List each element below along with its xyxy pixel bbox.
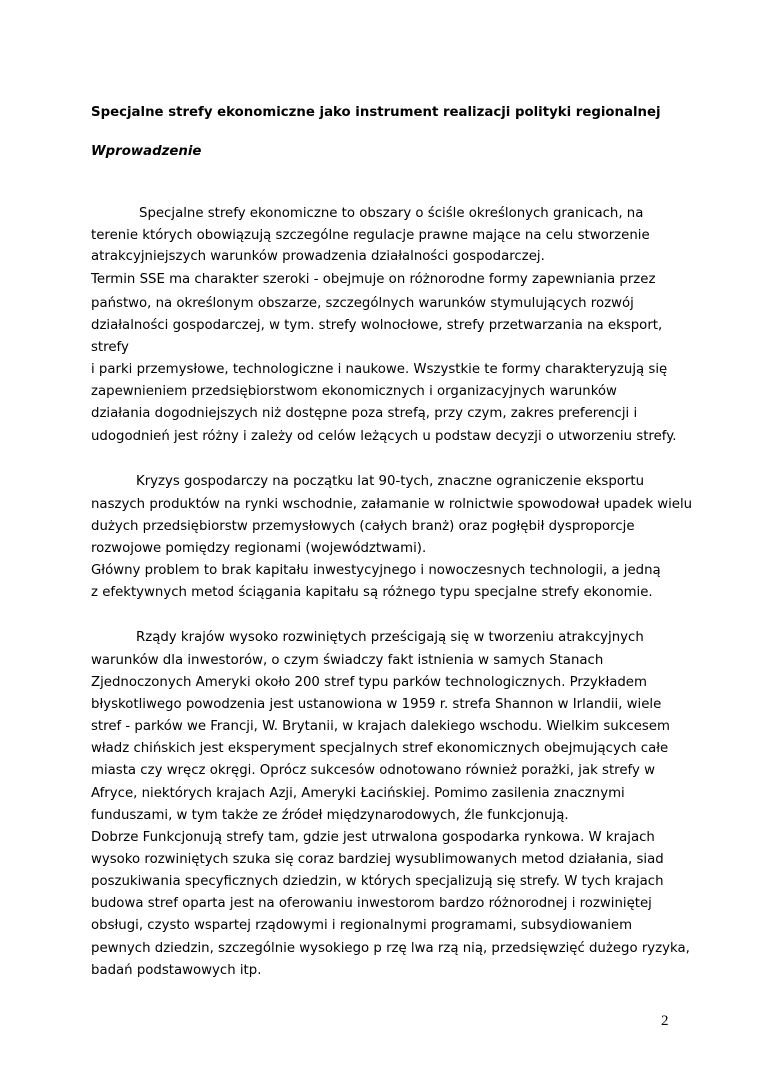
section-heading: Wprowadzenie [91, 144, 202, 159]
paragraph-line: terenie których obowiązują szczególne regulacje prawne mające na celu stworzenie [91, 228, 650, 243]
paragraph-line: Dobrze Funkcjonują strefy tam, gdzie jest utrwalona gospodarka rynkowa. W krajach [91, 830, 655, 845]
paragraph-line: badań podstawowych itp. [91, 963, 262, 978]
paragraph-line: stref - parków we Francji, W. Brytanii, w krajach dalekiego wschodu. Wielkim sukcesem [91, 719, 670, 734]
document-title: Specjalne strefy ekonomiczne jako instrument realizacji polityki regionalnej [91, 105, 661, 120]
paragraph-line: Rządy krajów wysoko rozwiniętych prześcigają się w tworzeniu atrakcyjnych [136, 630, 644, 645]
paragraph-line: Termin SSE ma charakter szeroki - obejmuje on różnorodne formy zapewniania przez [91, 272, 656, 287]
paragraph-line: błyskotliwego powodzenia jest ustanowiona w 1959 r. strefa Shannon w Irlandii, wiele [91, 697, 662, 712]
paragraph-line: poszukiwania specyficznych dziedzin, w których specjalizują się strefy. W tych krajach [91, 874, 664, 889]
paragraph-line: dużych przedsiębiorstw przemysłowych (całych branż) oraz pogłębił dysproporcje [91, 519, 635, 534]
page-number: 2 [661, 1013, 669, 1029]
paragraph-line: atrakcyjniejszych warunków prowadzenia działalności gospodarczej. [91, 249, 545, 264]
paragraph-line: władz chińskich jest eksperyment specjalnych stref ekonomicznych obejmujących całe [91, 741, 669, 756]
paragraph-line: zapewnieniem przedsiębiorstwom ekonomicznych i organizacyjnych warunków [91, 384, 617, 399]
paragraph-line: Zjednoczonych Ameryki około 200 stref typu parków technologicznych. Przykładem [91, 675, 647, 690]
paragraph-line: funduszami, w tym także ze źródeł międzynarodowych, źle funkcjonują. [91, 808, 569, 823]
paragraph-line: budowa stref oparta jest na oferowaniu inwestorom bardzo różnorodnej i rozwiniętej [91, 896, 652, 911]
paragraph-line: z efektywnych metod ściągania kapitału są różnego typu specjalne strefy ekonomie. [91, 585, 653, 600]
paragraph-line: i parki przemysłowe, technologiczne i naukowe. Wszystkie te formy charakteryzują się [91, 362, 668, 377]
paragraph-line: warunków dla inwestorów, o czym świadczy fakt istnienia w samych Stanach [91, 653, 604, 668]
paragraph-line: rozwojowe pomiędzy regionami (województwami). [91, 541, 427, 556]
paragraph-line: Specjalne strefy ekonomiczne to obszary o ściśle określonych granicach, na [139, 206, 644, 221]
paragraph-line: naszych produktów na rynki wschodnie, załamanie w rolnictwie spowodował upadek wielu [91, 497, 693, 512]
paragraph-line: Główny problem to brak kapitału inwestycyjnego i nowoczesnych technologii, a jedną [91, 563, 661, 578]
paragraph-line: udogodnień jest różny i zależy od celów leżących u podstaw decyzji o utworzeniu strefy. [91, 429, 677, 444]
paragraph-line: pewnych dziedzin, szczególnie wysokiego p rzę lwa rzą nią, przedsięwzięć dużego ryzyka, [91, 941, 690, 956]
paragraph-line: działalności gospodarczej, w tym. strefy wolnocłowe, strefy przetwarzania na eksport, [91, 318, 663, 333]
paragraph-line: Afryce, niektórych krajach Azji, Ameryki Łacińskiej. Pomimo zasilenia znacznymi [91, 786, 625, 801]
paragraph-line: działania dogodniejszych niż dostępne poza strefą, przy czym, zakres preferencji i [91, 406, 638, 421]
paragraph-line: strefy [91, 340, 129, 355]
paragraph-line: miasta czy wręcz okręgi. Oprócz sukcesów odnotowano również porażki, jak strefy w [91, 763, 655, 778]
paragraph-line: państwo, na określonym obszarze, szczególnych warunków stymulujących rozwój [91, 296, 634, 311]
paragraph-line: obsługi, czysto wspartej rządowymi i regionalnymi programami, subsydiowaniem [91, 918, 633, 933]
paragraph-line: Kryzys gospodarczy na początku lat 90-tych, znaczne ograniczenie eksportu [136, 474, 645, 489]
paragraph-line: wysoko rozwiniętych szuka się coraz bardziej wysublimowanych metod działania, siad [91, 852, 664, 867]
